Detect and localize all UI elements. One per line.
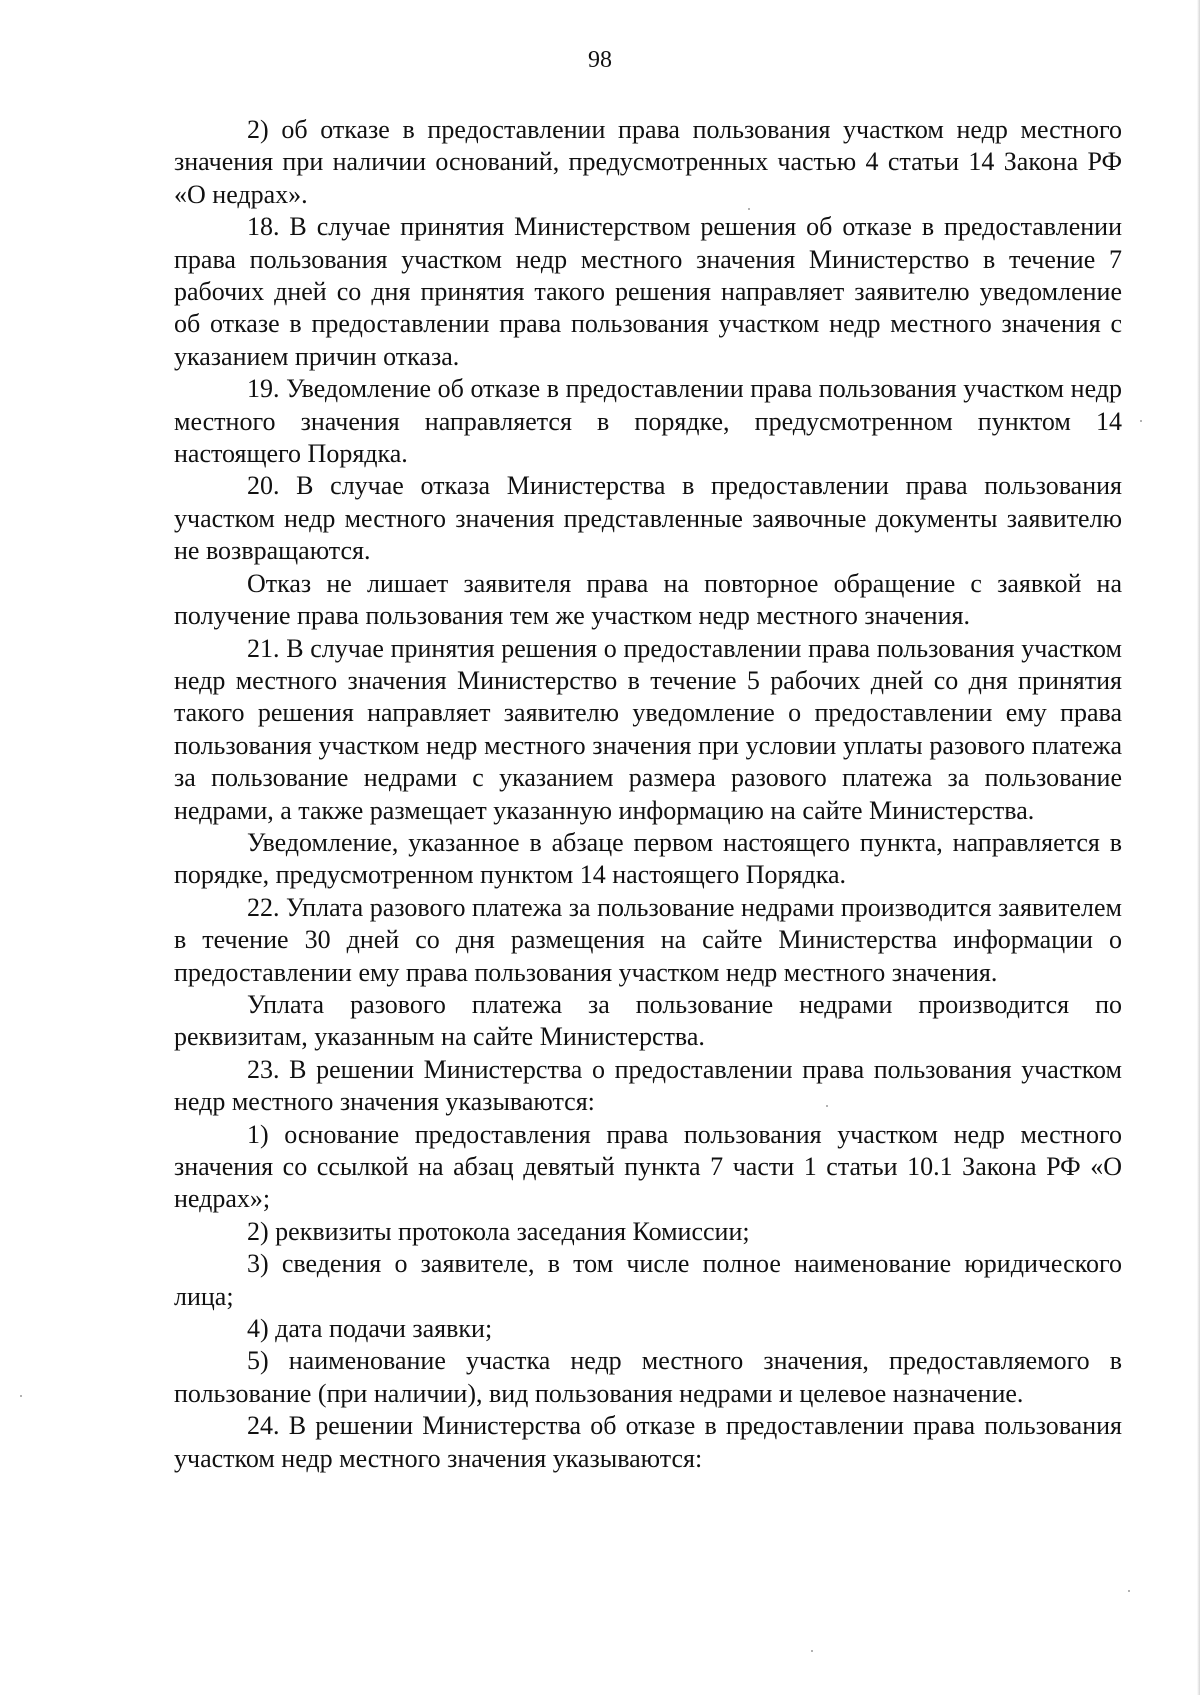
list-item-23-4: 4) дата подачи заявки; [247,1314,493,1344]
paragraph-clause-22: 22. Уплата разового платежа за пользование недрами производится заявителем в течение 30 дней со дня размещения на сайте Министерства информации о предоставлении ему права пользования участком недр местного значения. [174,892,1122,987]
list-item-23-3: 3) сведения о заявителе, в том числе полное наименование юридического лица; [174,1249,1122,1311]
scan-speck [1140,420,1142,422]
paragraph-clause-23: 23. В решении Министерства о предоставлении права пользования участком недр местного значения указываются: [174,1054,1122,1117]
paragraph-clause-20: 20. В случае отказа Министерства в предоставлении права пользования участком недр местного значения представленные заявочные документы заявителю не возвращаются. [174,471,1122,566]
paragraph-clause-21: 21. В случае принятия решения о предоставлении права пользования участком недр местного значения Министерство в течение 5 рабочих дней со дня принятия такого решения направляет заявителю уведомление о предоставлении ему права пользования участком недр местного значения при условии уплаты разового платежа за пользование недрами с указанием размера разового платежа за пользование недрами, а также размещает указанную информацию на сайте Министерства. [174,633,1122,825]
list-item-23-2: 2) реквизиты протокола заседания Комиссии; [247,1216,750,1246]
scan-speck [748,208,750,210]
scan-speck [1128,1590,1130,1592]
document-body [174,114,1122,1475]
scan-speck [826,1105,828,1107]
paragraph-clause-20-note: Отказ не лишает заявителя права на повторное обращение с заявкой на получение права пользования тем же участком недр местного значения. [174,568,1122,631]
paragraph-clause-22-note: Уплата разового платежа за пользование недрами производится по реквизитам, указанным на сайте Министерства. [174,989,1122,1052]
paragraph-clause-24: 24. В решении Министерства об отказе в предоставлении права пользования участком недр местного значения указываются: [174,1411,1122,1473]
paragraph-clause-21-note: Уведомление, указанное в абзаце первом настоящего пункта, направляется в порядке, предусмотренном пунктом 14 настоящего Порядка. [174,827,1122,890]
list-item-23-5: 5) наименование участка недр местного значения, предоставляемого в пользование (при наличии), вид пользования недрами и целевое назначение. [174,1346,1122,1408]
paragraph-clause-19: 19. Уведомление об отказе в предоставлении права пользования участком недр местного значения направляется в порядке, предусмотренном пунктом 14 настоящего Порядка. [174,374,1122,469]
paragraph-refusal-item-2: 2) об отказе в предоставлении права пользования участком недр местного значения при наличии оснований, предусмотренных частью 4 статьи 14 Закона РФ «О недрах». [174,115,1122,209]
paragraph-clause-18: 18. В случае принятия Министерством решения об отказе в предоставлении права пользования участком недр местного значения Министерство в течение 7 рабочих дней со дня принятия такого решения направляет заявителю уведомление об отказе в предоставлении права пользования участком недр местного значения с указанием причин отказа. [174,212,1122,371]
page-number: 98 [588,47,612,73]
scan-speck [811,1650,813,1652]
scan-speck [20,1395,22,1397]
list-item-23-1: 1) основание предоставления права пользования участком недр местного значения со ссылкой на абзац девятый пункта 7 части 1 статьи 10.1 Закона РФ «О недрах»; [174,1119,1122,1214]
